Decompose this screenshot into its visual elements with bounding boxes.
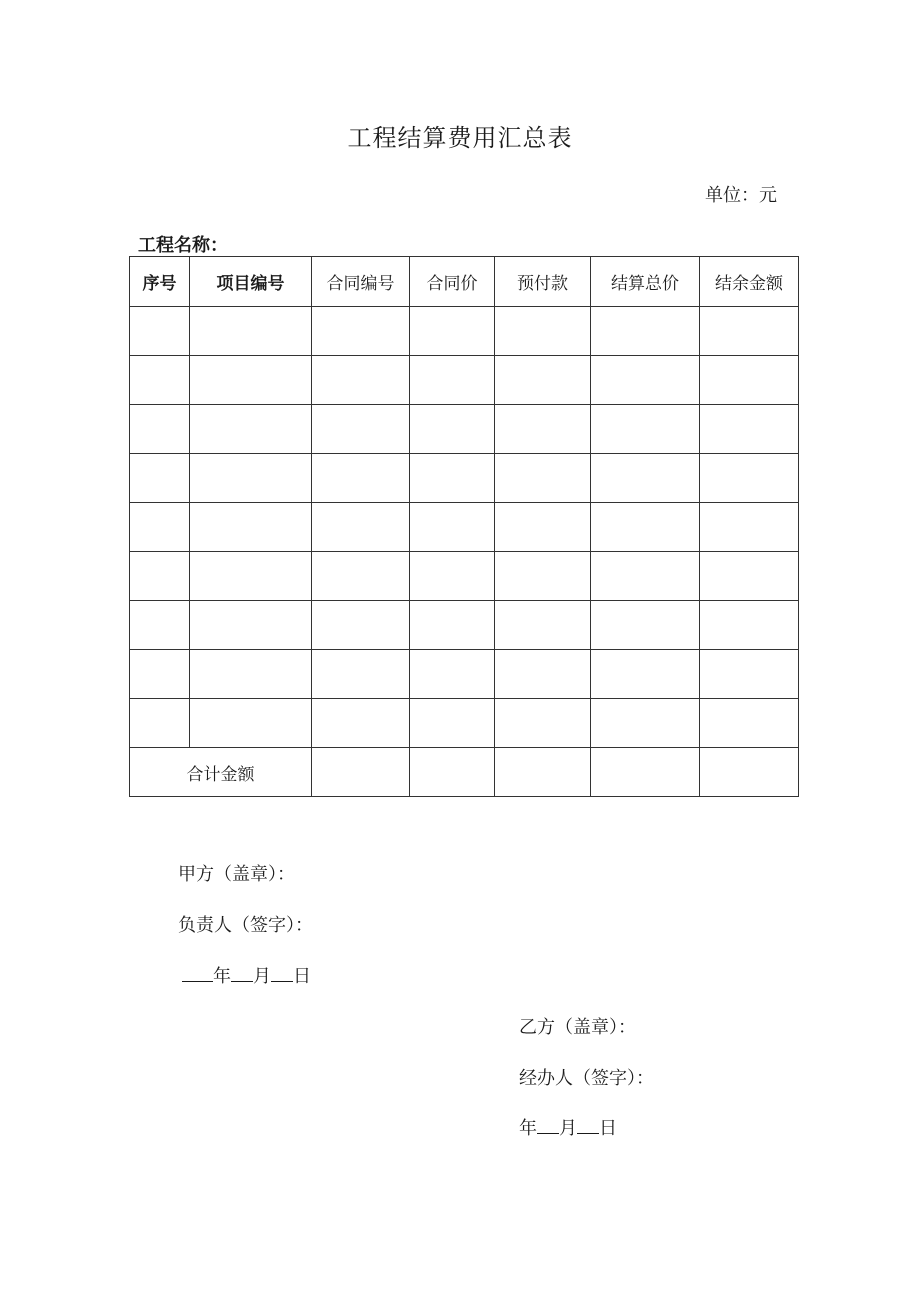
party-b-date xyxy=(519,1114,617,1140)
month-blank xyxy=(537,1117,559,1134)
table-cell[interactable] xyxy=(312,405,410,454)
table-row xyxy=(130,356,799,405)
table-cell[interactable] xyxy=(190,650,312,699)
table-cell[interactable] xyxy=(495,552,591,601)
table-cell[interactable] xyxy=(700,601,799,650)
table-cell[interactable] xyxy=(591,454,700,503)
table-cell[interactable] xyxy=(312,601,410,650)
table-cell[interactable] xyxy=(591,748,700,797)
table-cell[interactable] xyxy=(312,307,410,356)
unit-label: 单位：元 xyxy=(705,185,777,206)
table-cell[interactable] xyxy=(410,650,495,699)
table-cell[interactable] xyxy=(591,601,700,650)
table-cell[interactable] xyxy=(130,454,190,503)
table-cell[interactable] xyxy=(591,356,700,405)
column-header-settlement-total: 结算总价 xyxy=(591,257,700,307)
table-cell[interactable] xyxy=(495,454,591,503)
table-cell[interactable] xyxy=(130,601,190,650)
table-cell[interactable] xyxy=(591,405,700,454)
table-cell[interactable] xyxy=(190,503,312,552)
table-cell[interactable] xyxy=(190,405,312,454)
table-cell[interactable] xyxy=(591,699,700,748)
table-cell[interactable] xyxy=(410,405,495,454)
table-cell[interactable] xyxy=(495,356,591,405)
column-header-project-code: 项目编号 xyxy=(190,257,312,307)
table-cell[interactable] xyxy=(700,699,799,748)
year-blank xyxy=(182,965,213,982)
column-header-advance-payment: 预付款 xyxy=(495,257,591,307)
table-cell[interactable] xyxy=(700,503,799,552)
party-b-seal: 乙方（盖章）： xyxy=(519,1017,636,1038)
table-cell[interactable] xyxy=(591,307,700,356)
table-cell[interactable] xyxy=(312,650,410,699)
table-row xyxy=(130,699,799,748)
table-cell[interactable] xyxy=(410,699,495,748)
day-blank xyxy=(271,965,293,982)
table-header-row xyxy=(130,257,799,307)
page-title: 工程结算费用汇总表 xyxy=(347,124,573,152)
table-cell[interactable] xyxy=(410,356,495,405)
table-cell[interactable] xyxy=(700,356,799,405)
project-name-field xyxy=(138,231,282,257)
project-name-label: 工程名称： xyxy=(138,235,228,256)
table-cell[interactable] xyxy=(410,454,495,503)
table-row xyxy=(130,552,799,601)
day-label: 日 xyxy=(599,1118,617,1139)
party-b-handler: 经办人（签字）： xyxy=(519,1068,654,1089)
table-cell[interactable] xyxy=(130,699,190,748)
table-cell[interactable] xyxy=(190,699,312,748)
total-label: 合计金额 xyxy=(130,748,312,797)
table-cell[interactable] xyxy=(410,503,495,552)
table-cell[interactable] xyxy=(495,503,591,552)
day-label: 日 xyxy=(293,966,311,987)
table-cell[interactable] xyxy=(312,748,410,797)
month-label: 月 xyxy=(253,966,271,987)
party-a-seal: 甲方（盖章）： xyxy=(178,864,295,885)
table-cell[interactable] xyxy=(312,454,410,503)
table-cell[interactable] xyxy=(130,356,190,405)
table-cell[interactable] xyxy=(410,748,495,797)
table-total-row xyxy=(130,748,799,797)
table-cell[interactable] xyxy=(312,552,410,601)
party-a-date xyxy=(182,962,311,988)
table-cell[interactable] xyxy=(410,307,495,356)
column-header-balance-amount: 结余金额 xyxy=(700,257,799,307)
table-row xyxy=(130,405,799,454)
table-cell[interactable] xyxy=(190,601,312,650)
table-cell[interactable] xyxy=(410,601,495,650)
table-row xyxy=(130,307,799,356)
year-label: 年 xyxy=(519,1118,537,1139)
table-cell[interactable] xyxy=(495,748,591,797)
year-label: 年 xyxy=(213,966,231,987)
day-blank xyxy=(577,1117,599,1134)
table-cell[interactable] xyxy=(130,650,190,699)
party-a-responsible: 负责人（签字）： xyxy=(178,915,313,936)
table-cell[interactable] xyxy=(700,405,799,454)
table-cell[interactable] xyxy=(700,748,799,797)
table-cell[interactable] xyxy=(495,307,591,356)
month-blank xyxy=(231,965,253,982)
table-cell[interactable] xyxy=(130,503,190,552)
table-cell[interactable] xyxy=(190,307,312,356)
table-cell[interactable] xyxy=(591,503,700,552)
table-cell[interactable] xyxy=(495,405,591,454)
table-cell[interactable] xyxy=(495,601,591,650)
table-cell[interactable] xyxy=(130,307,190,356)
table-row xyxy=(130,601,799,650)
table-cell[interactable] xyxy=(312,356,410,405)
table-cell[interactable] xyxy=(700,454,799,503)
column-header-contract-code: 合同编号 xyxy=(312,257,410,307)
table-cell[interactable] xyxy=(700,307,799,356)
table-cell[interactable] xyxy=(130,552,190,601)
table-cell[interactable] xyxy=(190,552,312,601)
table-cell[interactable] xyxy=(591,552,700,601)
table-cell[interactable] xyxy=(495,699,591,748)
table-row xyxy=(130,503,799,552)
settlement-table xyxy=(129,256,799,797)
table-cell[interactable] xyxy=(410,552,495,601)
table-cell[interactable] xyxy=(700,552,799,601)
column-header-contract-price: 合同价 xyxy=(410,257,495,307)
table-cell[interactable] xyxy=(700,650,799,699)
project-name-blank xyxy=(232,238,282,257)
table-row xyxy=(130,454,799,503)
column-header-index: 序号 xyxy=(130,257,190,307)
table-cell[interactable] xyxy=(591,650,700,699)
table-cell[interactable] xyxy=(495,650,591,699)
table-cell[interactable] xyxy=(130,405,190,454)
month-label: 月 xyxy=(559,1118,577,1139)
table-cell[interactable] xyxy=(190,356,312,405)
table-cell[interactable] xyxy=(312,699,410,748)
table-cell[interactable] xyxy=(312,503,410,552)
table-row xyxy=(130,650,799,699)
table-cell[interactable] xyxy=(190,454,312,503)
